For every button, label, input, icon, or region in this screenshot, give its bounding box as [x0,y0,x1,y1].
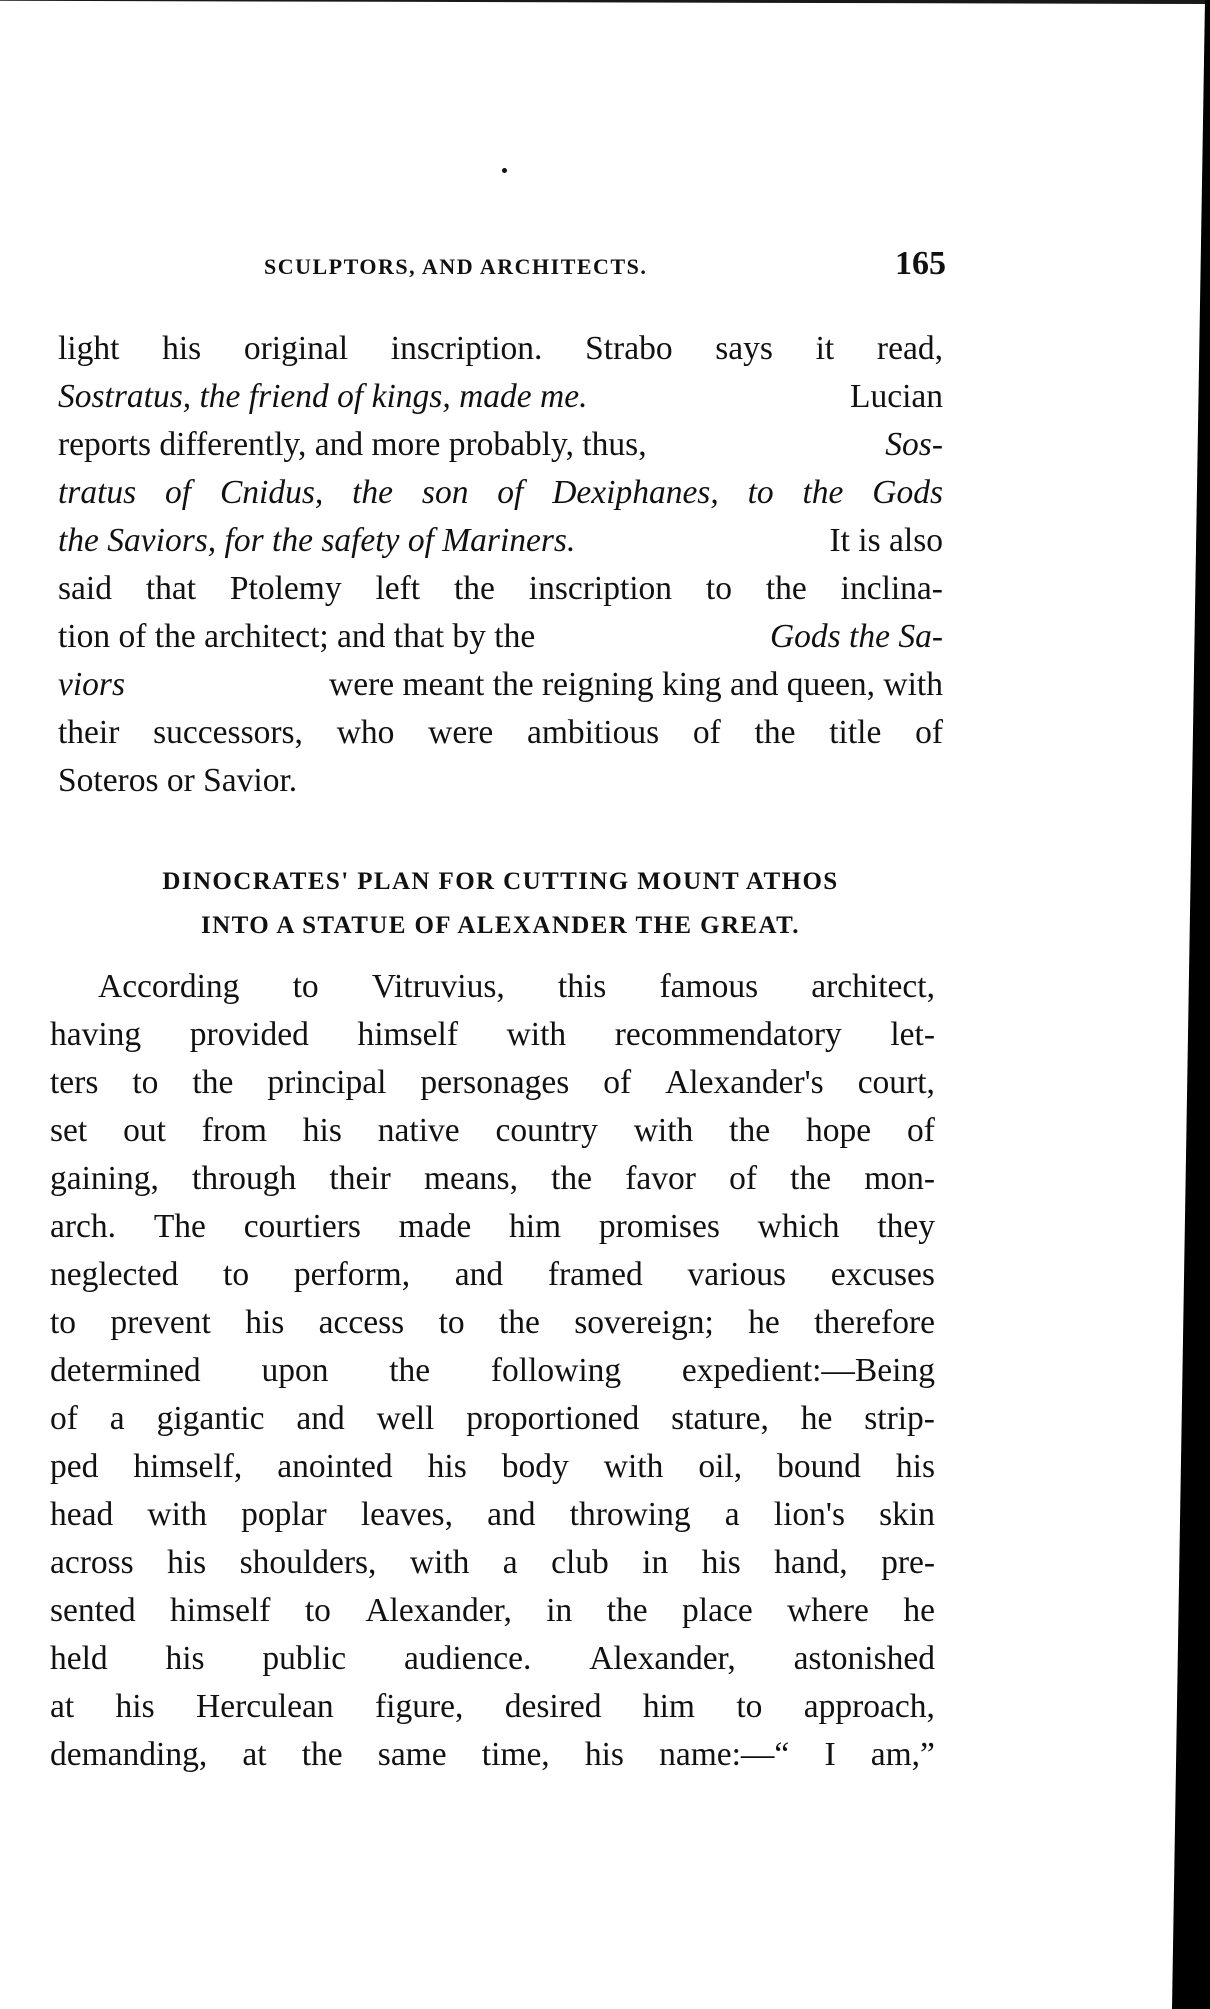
word: proportioned [466,1400,640,1437]
text-line [58,325,943,373]
word: title [829,714,882,751]
scan-top-edge [0,0,1210,4]
text-line [50,1731,935,1779]
word: his [302,1112,342,1149]
word: arch. [50,1208,117,1245]
word: light [58,330,120,367]
text-line [50,1011,935,1059]
word: provided [189,1016,309,1053]
word: personages [420,1064,570,1101]
text-segment: were meant the reigning king and queen, with [320,666,943,703]
word: their [58,714,120,751]
word: sovereign; [574,1304,714,1341]
word: audience. [403,1640,532,1677]
word: favor [625,1160,696,1197]
word: According [98,968,240,1005]
text-line [50,1347,935,1395]
text-line [58,421,943,469]
word: mon- [864,1160,935,1197]
text-segment: Lucian [841,378,943,415]
word: demanding, [50,1736,208,1773]
word: they [877,1208,935,1245]
word: says [715,330,773,367]
word: desired [504,1688,602,1725]
word: across [50,1544,134,1581]
word: figure, [375,1688,464,1725]
word: hope [805,1112,872,1149]
word: tratus [58,474,137,511]
word: pre- [881,1544,935,1581]
word: the [802,474,844,511]
text-line [58,565,943,613]
text-line [50,1635,935,1683]
word: with [506,1016,567,1053]
word: of [906,1112,935,1149]
word: Ptolemy [229,570,342,607]
italic-segment: Sos- [885,426,943,463]
word: poplar [241,1496,327,1533]
word: of [497,474,524,511]
italic-segment: viors [58,666,125,703]
text-line [58,469,943,517]
word: he [800,1400,833,1437]
word: framed [547,1256,643,1293]
word: Alexander's [665,1064,824,1101]
word: Herculean [196,1688,334,1725]
word: with [633,1112,694,1149]
italic-segment: Sostratus, the friend of kings, made me. [58,378,588,415]
page-number: 165 [895,245,946,282]
word: sented [50,1592,136,1629]
word: ters [50,1064,99,1101]
word: of [729,1160,757,1197]
word: following [490,1352,622,1389]
word: made [398,1208,472,1245]
word: approach, [803,1688,935,1725]
word: it [815,330,835,367]
word: his [167,1544,207,1581]
word: ped [50,1448,99,1485]
word: same [377,1736,447,1773]
word: body [501,1448,569,1485]
word: with [409,1544,470,1581]
text-line [50,1155,935,1203]
word: time, [481,1736,550,1773]
word: himself [357,1016,458,1053]
word: the [729,1112,771,1149]
word: of [692,714,721,751]
word: were [428,714,494,751]
text-line [50,1299,935,1347]
word: in [546,1592,573,1629]
word: hand, [774,1544,848,1581]
word: country [495,1112,598,1149]
word: the [453,570,495,607]
word: Alexander, [589,1640,736,1677]
word: left [375,570,421,607]
word: architect, [811,968,935,1005]
word: original [243,330,349,367]
word: place [682,1592,753,1629]
word: neglected [50,1256,179,1293]
word: bound [777,1448,861,1485]
text-line [58,373,943,421]
word: to [438,1304,465,1341]
word: his [245,1304,285,1341]
word: Dexiphanes, [552,474,719,511]
section-heading-line-1: DINOCRATES' PLAN FOR CUTTING MOUNT ATHOS [162,868,839,895]
word: and [296,1400,345,1437]
word: lion's [773,1496,845,1533]
word: Vitruvius, [371,968,505,1005]
word: court, [857,1064,935,1101]
text-segment: tion of the architect; and that by the [58,618,544,655]
word: read, [876,330,943,367]
word: to [747,474,774,511]
word: himself [169,1592,271,1629]
word: inscription. [390,330,543,367]
word: the [498,1304,540,1341]
word: said [58,570,112,607]
text-line [50,1491,935,1539]
section-heading-line-2: INTO A STATUE OF ALEXANDER THE GREAT. [201,912,800,939]
word: to [736,1688,763,1725]
word: set [50,1112,88,1149]
word: to [50,1304,77,1341]
word: through [192,1160,297,1197]
word: from [201,1112,267,1149]
word: to [292,968,319,1005]
word: gigantic [156,1400,265,1437]
text-line [50,1059,935,1107]
word: the [754,714,796,751]
word: of [915,714,943,751]
word: throwing [569,1496,691,1533]
word: with [603,1448,664,1485]
word: having [50,1016,142,1053]
word: son [421,474,469,511]
word: the [192,1064,234,1101]
word: this [557,968,607,1005]
word: his [162,330,202,367]
word: am,” [870,1736,935,1773]
word: Cnidus, [219,474,324,511]
word: his [427,1448,467,1485]
word: The [153,1208,206,1245]
running-head-title: SCULPTORS, AND ARCHITECTS. [264,254,648,279]
text-line [58,661,943,709]
word: and [454,1256,504,1293]
text-line [50,1107,935,1155]
word: recommendatory [614,1016,842,1053]
scan-right-edge-shadow [1150,0,1210,2009]
word: excuses [830,1256,935,1293]
word: head [50,1496,114,1533]
word: astonished [793,1640,935,1677]
word: their [329,1160,391,1197]
word: public [262,1640,347,1677]
word: prevent [110,1304,211,1341]
italic-segment: Gods the Sa- [769,618,943,655]
word: his [584,1736,624,1773]
text-line [50,963,935,1011]
word: perform, [293,1256,411,1293]
text-line [58,757,943,805]
word: and [487,1496,536,1533]
word: oil, [698,1448,743,1485]
word: a [109,1400,125,1437]
word: Gods [872,474,943,511]
word: him [642,1688,695,1725]
word: his [701,1544,741,1581]
word: to [304,1592,331,1629]
paragraph-dinocrates [50,963,935,1779]
word: himself, [133,1448,243,1485]
word: anointed [277,1448,393,1485]
word: famous [659,968,759,1005]
word: inclina- [840,570,943,607]
word: Alexander, [365,1592,512,1629]
word: he [903,1592,935,1629]
word: I [824,1736,836,1773]
word: upon [261,1352,329,1389]
word: his [895,1448,935,1485]
paragraph-lighthouse-inscription [58,325,943,805]
text-line [50,1443,935,1491]
word: the [765,570,807,607]
word: with [147,1496,207,1533]
word: his [165,1640,205,1677]
word: determined [50,1352,201,1389]
word: Strabo [585,330,673,367]
word: he [748,1304,780,1341]
text-segment: It is also [812,522,943,559]
word: successors, [153,714,303,751]
word: a [724,1496,740,1533]
word: skin [879,1496,935,1533]
word: inscription [528,570,673,607]
word: name:—“ [659,1736,790,1773]
word: strip- [864,1400,935,1437]
word: therefore [814,1304,935,1341]
word: courtiers [243,1208,361,1245]
word: the [551,1160,593,1197]
word: access [318,1304,405,1341]
word: who [336,714,395,751]
text-segment: reports differently, and more probably, thus, [58,426,655,463]
word: him [509,1208,562,1245]
section-heading [58,860,943,948]
word: of [603,1064,632,1101]
word: a [502,1544,518,1581]
word: means, [423,1160,518,1197]
word: various [687,1256,787,1293]
word: native [377,1112,460,1149]
text-line [58,517,943,565]
word: club [551,1544,609,1581]
word: expedient:—Being [681,1352,935,1389]
running-head [264,245,946,283]
word: the [790,1160,832,1197]
text-line [58,613,943,661]
word: the [301,1736,343,1773]
word: the [352,474,394,511]
italic-segment: the Saviors, for the safety of Mariners. [58,522,576,559]
word: in [642,1544,669,1581]
word: of [50,1400,78,1437]
word: of [165,474,192,511]
word: to [132,1064,159,1101]
word: gaining, [50,1160,159,1197]
word: shoulders, [239,1544,377,1581]
word: out [123,1112,166,1149]
word: promises [598,1208,720,1245]
word: which [757,1208,840,1245]
text-line [50,1251,935,1299]
word: held [50,1640,108,1677]
word: well [376,1400,435,1437]
word: to [705,570,732,607]
word: his [115,1688,155,1725]
word: at [242,1736,267,1773]
word: ambitious [526,714,660,751]
text-line [50,1395,935,1443]
word: the [606,1592,648,1629]
word: to [223,1256,250,1293]
text-line [50,1587,935,1635]
word: principal [267,1064,387,1101]
word: the [389,1352,431,1389]
text-line [58,709,943,757]
word: leaves, [360,1496,453,1533]
text-segment: Soteros or Savior. [58,762,298,799]
word: where [787,1592,869,1629]
word: at [50,1688,75,1725]
word: stature, [671,1400,769,1437]
text-line [50,1683,935,1731]
print-speck [502,168,507,173]
word: let- [890,1016,935,1053]
text-line [50,1203,935,1251]
text-line [50,1539,935,1587]
word: that [145,570,197,607]
